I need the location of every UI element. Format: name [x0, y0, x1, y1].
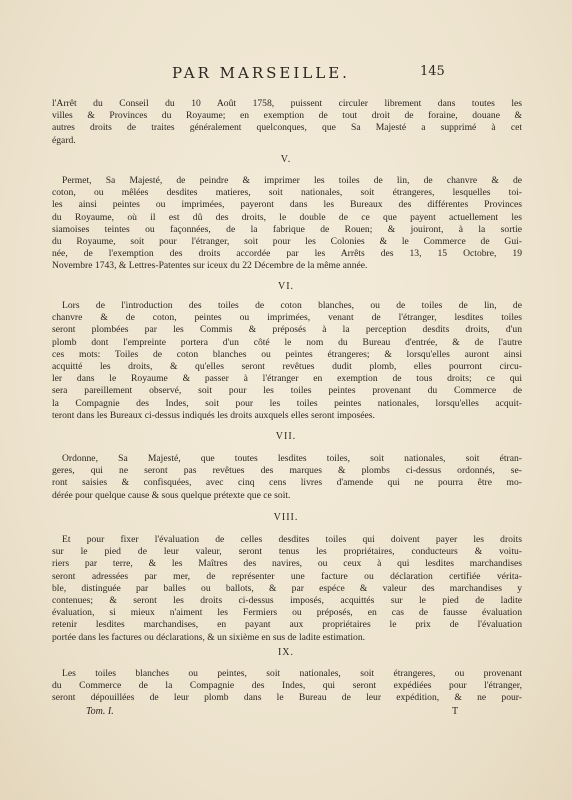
- text-line: Et pour fixer l'évaluation de celles desdites toiles qui doivent payer les droits: [62, 534, 522, 545]
- article-heading: IX.: [277, 647, 295, 658]
- text-line: du Commerce de la Compagnie des Indes, qui seront expédiées pour l'étranger,: [52, 680, 522, 692]
- text-line: seront plombées par les Commis & préposés à la perception desdits droits, d'un: [52, 324, 522, 336]
- text-line: ront saisies & confisquées, avec cinq cens livres d'amende qui ne pourra être mo-: [52, 477, 522, 489]
- page-header: [0, 64, 572, 84]
- intro-paragraph: [52, 98, 522, 147]
- article-paragraph: [52, 453, 522, 502]
- text-line: sera pareillement observé, soit pour les toiles peintes provenant du Commerce de: [52, 385, 522, 397]
- article-heading: VIII.: [273, 512, 299, 523]
- article-paragraph: [52, 300, 522, 422]
- article-heading: VI.: [277, 281, 295, 292]
- text-line: Ordonne, Sa Majesté, que toutes lesdites toiles, soit nationales, soit étran-: [62, 453, 522, 464]
- article-paragraph: [52, 175, 522, 273]
- text-line: Novembre 1743, & Lettres-Patentes sur iceux du 22 Décembre de la même année.: [52, 260, 368, 272]
- volume-mark: Tom. I.: [86, 706, 114, 717]
- text-line: teront dans les Bureaux ci-dessus indiqués les droits auxquels elles seront imposées.: [52, 409, 375, 421]
- running-title: PAR MARSEILLE.: [172, 64, 350, 82]
- text-line: ces mots: Toiles de coton blanches ou peintes étrangeres; & lorsqu'elles auront ainsi: [52, 348, 522, 360]
- article-heading: V.: [280, 154, 292, 165]
- page-footer: [0, 706, 572, 720]
- text-line: dérée pour quelque cause & sous quelque prétexte que ce soit.: [52, 489, 291, 501]
- text-line: ler dans le Royaume & passer à l'étranger en exemption de tous droits; ce qui: [52, 373, 522, 385]
- text-line: du Royaume, soit pour l'étranger, soit pour les Colonies & le Commerce de Gui-: [52, 236, 522, 248]
- text-line: la Compagnie des Indes, soit pour les toiles peintes nationales, lorsqu'elles acquit-: [52, 397, 522, 409]
- article-paragraph: [52, 668, 522, 705]
- text-line: geres, qui ne seront pas revêtues des marques & plombs ci-dessus ordonnés, se-: [52, 465, 522, 477]
- text-line: autres droits de traites généralement quelconques, que Sa Majesté a supprimé à cet: [52, 122, 522, 134]
- text-line: acquitté les droits, & qu'elles seront revêtues dudit plomb, elles pourront circu-: [52, 361, 522, 373]
- text-line: du Royaume, où il est dû des droits, le double de ce que payent actuellement les: [52, 211, 522, 223]
- text-line: Les toiles blanches ou peintes, soit nationales, soit étrangeres, ou provenant: [62, 668, 522, 679]
- text-line: sur le pied de leur valeur, seront tenus les propriétaires, conducteurs & voitu-: [52, 546, 522, 558]
- page-number: 145: [420, 64, 445, 79]
- text-line: coton, ou mêlées desdites matieres, soit nationales, soit étrangeres, lesquelles toi-: [52, 187, 522, 199]
- text-line: Permet, Sa Majesté, de peindre & imprimer les toiles de lin, de chanvre & de: [62, 175, 522, 186]
- text-line: évaluation, si mieux n'aiment les Fermiers ou préposés, en cas de fausse évaluation: [52, 607, 522, 619]
- text-line: villes & Provinces du Royaume; en exemption de tout droit de foraine, douane &: [52, 110, 522, 122]
- text-line: plomb dont l'empreinte portera d'un côté le nom du Bureau d'entrée, & de l'autre: [52, 336, 522, 348]
- text-line: ble, distinguée par balles ou ballots, & par espéce & valeur des marchandises y: [52, 582, 522, 594]
- text-line: portée dans les factures ou déclarations, & un sixième en sus de ladite estimation.: [52, 631, 366, 643]
- text-line: seront dépouillées de leur plomb dans le Bureau de leur expédition, & ne pour-: [52, 692, 522, 704]
- text-line: égard.: [52, 134, 76, 146]
- text-line: née, de l'exemption des droits accordée par les Arrêts des 13, 15 Octobre, 19: [52, 248, 522, 260]
- text-line: riers par terre, & les Maîtres des navires, ou ceux à qui lesdites marchandises: [52, 558, 522, 570]
- article-heading: VII.: [275, 431, 297, 442]
- text-line: retenir lesdites marchandises, en payant aux propriétaires le prix de l'évaluation: [52, 619, 522, 631]
- article-paragraph: [52, 534, 522, 644]
- text-line: les ainsi peintes ou imprimées, payeront dans les Bureaux des différentes Provinces: [52, 199, 522, 211]
- text-line: contenues; & seront les droits ci-dessus imposés, acquittés sur le pied de ladite: [52, 595, 522, 607]
- signature-mark: T: [452, 706, 459, 717]
- text-line: l'Arrêt du Conseil du 10 Août 1758, puissent circuler librement dans toutes les: [52, 98, 522, 109]
- text-line: Lors de l'introduction des toiles de coton blanches, ou de toiles de lin, de: [62, 300, 522, 311]
- text-line: chanvre & de coton, peintes ou imprimées, venant de l'étranger, lesdites toiles: [52, 312, 522, 324]
- text-line: seront adressées par mer, de représenter une facture ou déclaration certifiée vérita-: [52, 570, 522, 582]
- text-line: siamoises teintes ou façonnées, de la fabrique de Rouen; & jouiront, à la sortie: [52, 223, 522, 235]
